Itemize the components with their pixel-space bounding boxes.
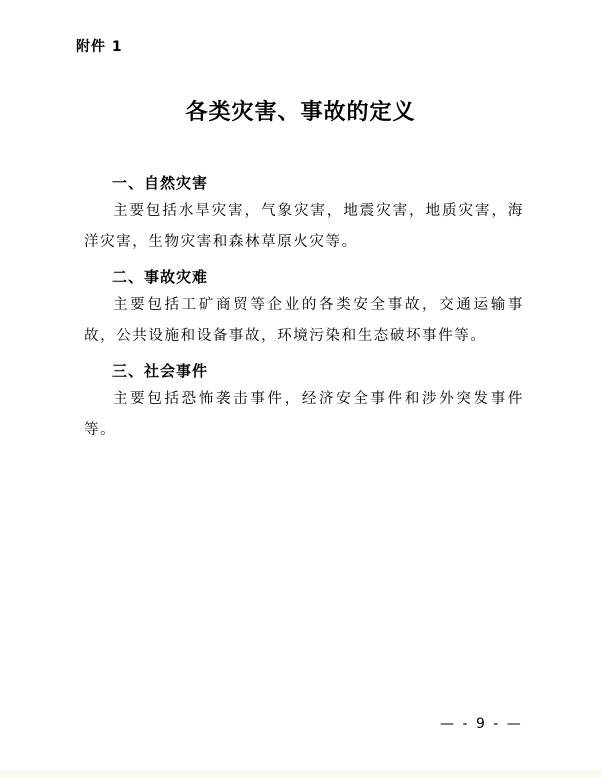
attachment-label: 附件 1 [76,39,123,55]
document-title: 各类灾害、事故的定义 [185,99,416,125]
section-heading-social-events: 三、社会事件 [112,362,209,380]
section-heading-natural-disasters: 一、自然灾害 [112,174,209,192]
section-heading-accidents: 二、事故灾难 [112,268,209,286]
section-text-social-events: 主要包括恐怖袭击事件，经济安全事件和涉外突发事件等。 [84,391,524,438]
page-number: — - 9 - — [440,716,523,732]
section-text-accidents: 主要包括工矿商贸等企业的各类安全事故，交通运输事故，公共设施和设备事故，环境污染和生态破坏事件等。 [84,297,524,344]
section-text-natural-disasters: 主要包括水旱灾害，气象灾害，地震灾害，地质灾害，海洋灾害，生物灾害和森林草原火灾等。 [84,203,524,250]
